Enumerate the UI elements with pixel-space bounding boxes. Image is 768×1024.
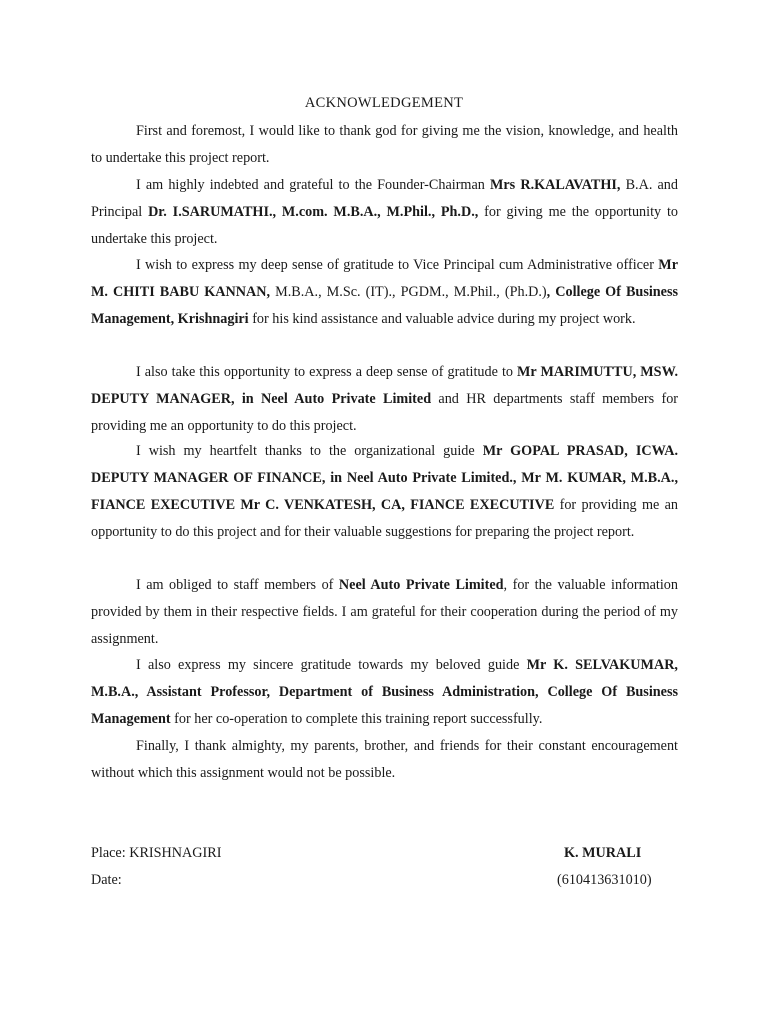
paragraph-8 [91,733,678,787]
author-name: K. MURALI [564,845,642,861]
bold-text-run: Mr K. SELVAKUMAR, M.B.A., Assistant Professor, Department of Business Administration, College Of Business Management [91,657,678,727]
text-run: I am obliged to staff members of [136,577,339,593]
bold-text-run: Neel Auto Private Limited [338,577,504,593]
paragraph-1 [91,118,678,172]
text-run: for giving me the opportunity to undertake this project. [91,204,678,247]
text-run: Finally, I thank almighty, my parents, brother, and friends for their constant encouragement without which this assignment would not be possible. [91,738,678,781]
text-run: First and foremost, I would like to thank god for giving me the vision, knowledge, and health to undertake this project report. [91,123,678,166]
bold-text-run: Mr MARIMUTTU, MSW. DEPUTY MANAGER, in Neel Auto Private Limited [91,364,679,407]
bold-text-run: Mr M. CHITI BABU KANNAN, [91,257,678,300]
text-run: M.B.A., M.Sc. (IT)., PGDM., M.Phil., (Ph.D.) [270,284,547,300]
paragraph-6 [91,572,678,653]
text-run: B.A. and Principal [91,177,678,220]
text-run: and HR departments staff members for providing me an opportunity to do this project. [91,391,679,434]
text-run: for providing me an opportunity to do this project and for their valuable suggestions for preparing the project report. [91,497,679,540]
page-title: ACKNOWLEDGEMENT [304,95,464,111]
place-label: Place: KRISHNAGIRI [91,845,222,861]
bold-text-run: Dr. I.SARUMATHI., M.com. M.B.A., M.Phil., Ph.D., [148,204,479,220]
paragraph-2 [91,172,678,253]
text-run: I wish to express my deep sense of gratitude to Vice Principal cum Administrative officer [136,257,659,273]
paragraph-7 [91,652,678,733]
text-run: I also take this opportunity to express a deep sense of gratitude to [136,364,518,380]
text-run: I am highly indebted and grateful to the Founder-Chairman [136,177,490,193]
paragraph-4 [91,359,678,440]
bold-text-run: Mrs R.KALAVATHI, [489,177,621,193]
register-number: (610413631010) [557,872,652,888]
bold-text-run: , College Of Business Management, Krishnagiri [91,284,679,327]
bold-text-run: Mr GOPAL PRASAD, ICWA. DEPUTY MANAGER OF FINANCE, in Neel Auto Private Limited., Mr M. KUMAR, M.B.A., FIANCE EXECUTIVE Mr C. VENKATESH, CA, FIANCE EXECUTIVE [91,443,678,513]
text-run: I also express my sincere gratitude towards my beloved guide [136,657,527,673]
text-run: for his kind assistance and valuable advice during my project work. [248,311,636,327]
paragraph-3 [91,252,678,333]
text-run: for her co-operation to complete this training report successfully. [170,711,543,727]
text-run: I wish my heartfelt thanks to the organizational guide [136,443,483,459]
text-run: , for the valuable information provided by them in their respective fields. I am grateful for their cooperation during the period of my assignment. [91,577,678,647]
date-label: Date: [91,872,122,888]
paragraph-5 [91,438,678,546]
